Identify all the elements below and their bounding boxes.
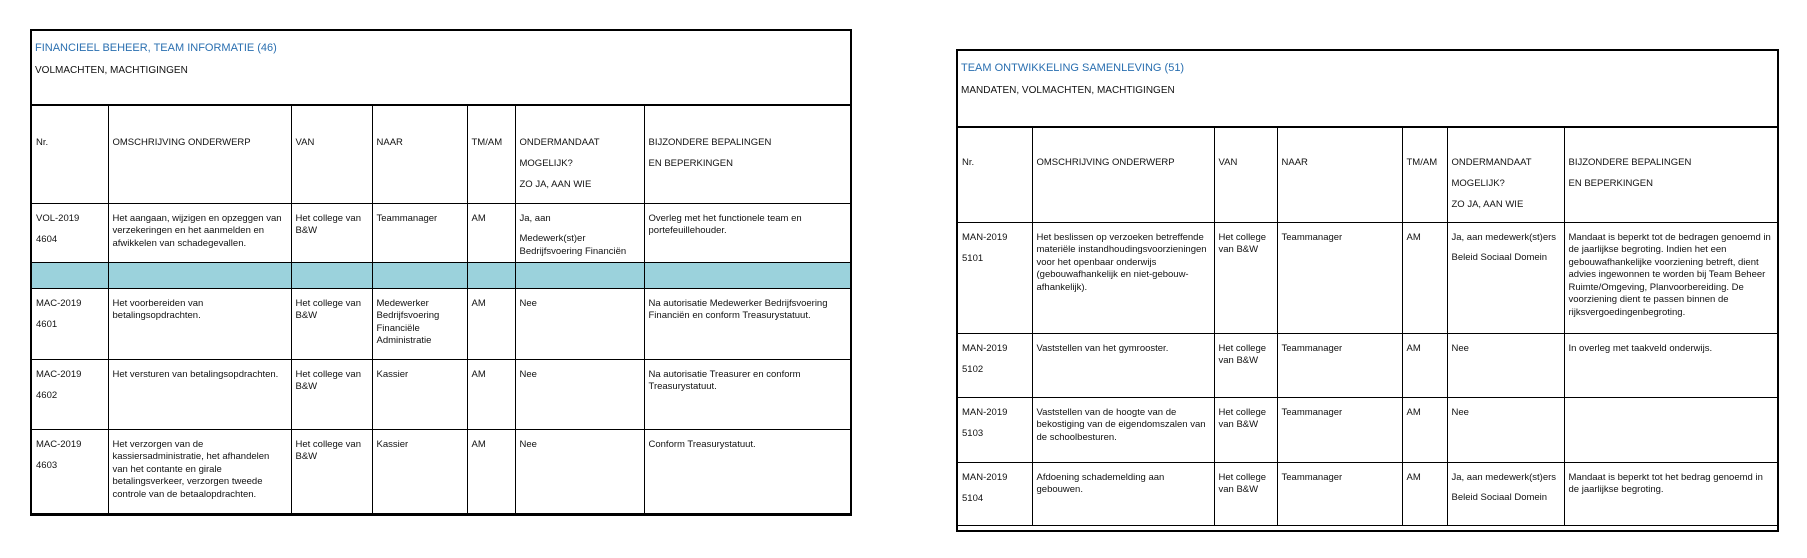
highlight-cell (108, 262, 291, 288)
nr-code: VOL-2019 (36, 212, 80, 224)
left-document-subtitle: VOLMACHTEN, MACHTIGINGEN (35, 65, 188, 76)
highlight-cell (467, 262, 515, 288)
table-row (32, 429, 850, 513)
cell-bijzondere: In overleg met taakveld onderwijs. (1564, 333, 1777, 397)
right-mandate-table (958, 128, 1777, 526)
cell-ondermandaat: Nee (515, 429, 644, 513)
ondermandaat-answer: Ja, aan medewerk(st)ers (1451, 231, 1557, 243)
nr-code: MAN-2019 (962, 342, 1008, 354)
cell-van: Het college van B&W (291, 359, 372, 429)
header-bijzondere (1564, 128, 1777, 222)
cell-omschrijving: Het voorbereiden van betalingsopdrachten. (108, 288, 291, 359)
ondermandaat-recipient: Beleid Sociaal Domein (1451, 252, 1548, 263)
right-document-header (958, 51, 1777, 128)
right-document (956, 49, 1779, 532)
cell-tmam: AM (1402, 222, 1447, 333)
table-row (958, 397, 1777, 462)
cell-omschrijving: Het verzorgen van de kassiersadministratie, het afhandelen van het contante en girale betalingsverkeer, verzorgen tweede controle van de betaalopdrachten. (108, 429, 291, 513)
cell-ondermandaat: Nee (515, 288, 644, 359)
header-tmam: TM/AM (1402, 128, 1447, 222)
nr-number: 5104 (962, 493, 984, 504)
nr-code: MAN-2019 (962, 471, 1008, 483)
nr-code: MAC-2019 (36, 438, 82, 450)
table-row (958, 333, 1777, 397)
header-ondermandaat-line1: ONDERMANDAAT MOGELIJK? (519, 137, 600, 169)
table-row (32, 203, 850, 262)
header-ondermandaat (515, 106, 644, 203)
highlight-cell (515, 262, 644, 288)
ondermandaat-recipient: Beleid Sociaal Domein (1451, 492, 1548, 503)
nr-number: 4602 (36, 390, 58, 401)
highlight-row (32, 262, 850, 288)
cell-bijzondere: Mandaat is beperkt tot het bedrag genoemd in de jaarlijkse begroting. (1564, 462, 1777, 525)
cell-nr (958, 462, 1032, 525)
cell-tmam: AM (1402, 397, 1447, 462)
header-van: VAN (291, 106, 372, 203)
nr-number: 4604 (36, 234, 58, 245)
cell-nr (32, 429, 108, 513)
nr-code: MAN-2019 (962, 406, 1008, 418)
right-document-subtitle: MANDATEN, VOLMACHTEN, MACHTIGINGEN (961, 85, 1175, 96)
header-bijzondere (644, 106, 850, 203)
cell-tmam: AM (1402, 333, 1447, 397)
cell-van: Het college van B&W (1214, 333, 1277, 397)
nr-code: MAN-2019 (962, 231, 1008, 243)
header-ondermandaat-line1: ONDERMANDAAT MOGELIJK? (1451, 157, 1532, 189)
cell-bijzondere (1564, 397, 1777, 462)
header-bijzondere-line1: BIJZONDERE BEPALINGEN (648, 137, 772, 148)
cell-omschrijving: Het aangaan, wijzigen en opzeggen van verzekeringen en het aanmelden en afwikkelen van schadegevallen. (108, 203, 291, 262)
header-nr: Nr. (958, 128, 1032, 222)
ondermandaat-recipient: Medewerk(st)er Bedrijfsvoering Financiën (519, 233, 627, 257)
cell-van: Het college van B&W (1214, 222, 1277, 333)
cell-ondermandaat (1447, 462, 1564, 525)
cell-van: Het college van B&W (291, 288, 372, 359)
cell-nr (32, 203, 108, 262)
cell-tmam: AM (467, 203, 515, 262)
left-mandate-table (32, 106, 850, 514)
header-ondermandaat-line2: ZO JA, AAN WIE (1451, 199, 1524, 210)
nr-number: 5102 (962, 364, 984, 375)
cell-tmam: AM (467, 359, 515, 429)
cell-naar: Kassier (372, 429, 467, 513)
cell-naar: Teammanager (1277, 333, 1402, 397)
header-bijzondere-line2: EN BEPERKINGEN (648, 158, 733, 169)
nr-number: 5103 (962, 428, 984, 439)
cell-naar: Kassier (372, 359, 467, 429)
cell-tmam: AM (467, 429, 515, 513)
table-row (958, 222, 1777, 333)
cell-ondermandaat (1447, 222, 1564, 333)
header-omschrijving: OMSCHRIJVING ONDERWERP (108, 106, 291, 203)
nr-number: 4601 (36, 319, 58, 330)
cell-naar: Medewerker Bedrijfsvoering Financiële Administratie (372, 288, 467, 359)
cell-bijzondere: Overleg met het functionele team en portefeuillehouder. (644, 203, 850, 262)
cell-ondermandaat: Nee (1447, 397, 1564, 462)
left-document (30, 29, 852, 516)
cell-naar: Teammanager (1277, 397, 1402, 462)
table-header-row (32, 106, 850, 203)
table-row (32, 359, 850, 429)
cell-bijzondere: Na autorisatie Medewerker Bedrijfsvoering Financiën en conform Treasurystatuut. (644, 288, 850, 359)
header-bijzondere-line2: EN BEPERKINGEN (1568, 178, 1653, 189)
cell-van: Het college van B&W (291, 429, 372, 513)
cell-nr (958, 397, 1032, 462)
ondermandaat-answer: Ja, aan medewerk(st)ers (1451, 471, 1557, 483)
cell-omschrijving: Vaststellen van de hoogte van de bekostiging van de eigendomszalen van de schoolbesturen. (1032, 397, 1214, 462)
header-nr: Nr. (32, 106, 108, 203)
left-document-title: FINANCIEEL BEHEER, TEAM INFORMATIE (46) (35, 42, 277, 54)
cell-ondermandaat: Nee (515, 359, 644, 429)
highlight-cell (32, 262, 108, 288)
header-ondermandaat (1447, 128, 1564, 222)
header-omschrijving: OMSCHRIJVING ONDERWERP (1032, 128, 1214, 222)
right-document-title: TEAM ONTWIKKELING SAMENLEVING (51) (961, 62, 1185, 74)
table-row (32, 288, 850, 359)
cell-van: Het college van B&W (1214, 462, 1277, 525)
cell-nr (958, 222, 1032, 333)
highlight-cell (644, 262, 850, 288)
cell-bijzondere: Na autorisatie Treasurer en conform Treasurystatuut. (644, 359, 850, 429)
cell-bijzondere: Mandaat is beperkt tot de bedragen genoemd in de jaarlijkse begroting. Indien het een gebouwafhankelijke voorziening betreft, dient advies ingewonnen te worden bij Team Beheer Ruimte/Omgeving, Planvoorbereiding. De voorziening dient te passen binnen de rijksvergoedingenbegroting. (1564, 222, 1777, 333)
cell-ondermandaat: Nee (1447, 333, 1564, 397)
table-row (958, 462, 1777, 525)
header-bijzondere-line1: BIJZONDERE BEPALINGEN (1568, 157, 1692, 168)
left-document-header (32, 31, 850, 106)
cell-omschrijving: Het beslissen op verzoeken betreffende materiële instandhoudingsvoorzieningen voor het openbaar onderwijs (gebouwafhankelijk en niet-gebouw-afhankelijk). (1032, 222, 1214, 333)
cell-omschrijving: Afdoening schademelding aan gebouwen. (1032, 462, 1214, 525)
header-tmam: TM/AM (467, 106, 515, 203)
cell-naar: Teammanager (372, 203, 467, 262)
cell-nr (32, 288, 108, 359)
cell-tmam: AM (1402, 462, 1447, 525)
cell-ondermandaat (515, 203, 644, 262)
cell-tmam: AM (467, 288, 515, 359)
cell-naar: Teammanager (1277, 222, 1402, 333)
cell-van: Het college van B&W (291, 203, 372, 262)
highlight-cell (291, 262, 372, 288)
cell-bijzondere: Conform Treasurystatuut. (644, 429, 850, 513)
highlight-cell (372, 262, 467, 288)
header-naar: NAAR (1277, 128, 1402, 222)
cell-nr (958, 333, 1032, 397)
header-naar: NAAR (372, 106, 467, 203)
table-header-row (958, 128, 1777, 222)
cell-van: Het college van B&W (1214, 397, 1277, 462)
cell-omschrijving: Vaststellen van het gymrooster. (1032, 333, 1214, 397)
ondermandaat-answer: Ja, aan (519, 212, 551, 224)
header-ondermandaat-line2: ZO JA, AAN WIE (519, 179, 592, 190)
nr-code: MAC-2019 (36, 297, 82, 309)
cell-omschrijving: Het versturen van betalingsopdrachten. (108, 359, 291, 429)
cell-naar: Teammanager (1277, 462, 1402, 525)
nr-code: MAC-2019 (36, 368, 82, 380)
nr-number: 4603 (36, 460, 58, 471)
nr-number: 5101 (962, 253, 984, 264)
header-van: VAN (1214, 128, 1277, 222)
cell-nr (32, 359, 108, 429)
